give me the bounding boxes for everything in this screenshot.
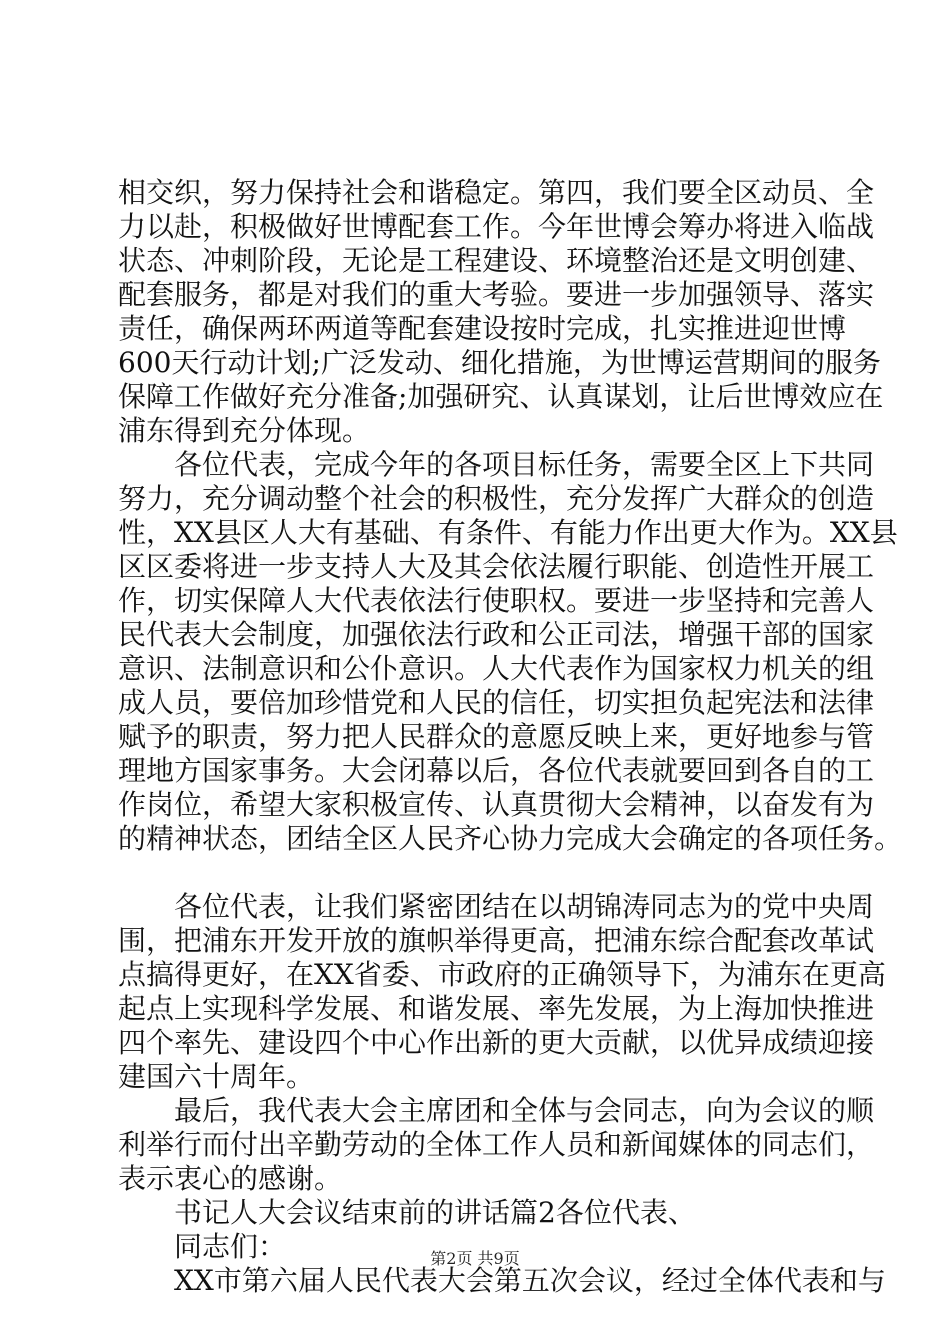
text-line: 各位代表，完成今年的各项目标任务，需要全区上下共同 xyxy=(118,448,875,481)
text-line: 利举行而付出辛勤劳动的全体工作人员和新闻媒体的同志们， xyxy=(118,1128,875,1161)
document-body xyxy=(118,176,903,1298)
text-line: 配套服务，都是对我们的重大考验。要进一步加强领导、落实 xyxy=(118,278,875,311)
text-line: 状态、冲刺阶段，无论是工程建设、环境整治还是文明创建、 xyxy=(118,244,875,277)
text-line: 表示衷心的感谢。 xyxy=(118,1162,343,1195)
text-line: 四个率先、建设四个中心作出新的更大贡献，以优异成绩迎接 xyxy=(118,1026,875,1059)
text-line: 建国六十周年。 xyxy=(118,1060,315,1093)
text-line: XX市第六届人民代表大会第五次会议，经过全体代表和与 xyxy=(118,1264,886,1297)
page-number-footer: 第2页 共9页 xyxy=(430,1249,520,1268)
text-line: 努力，充分调动整个社会的积极性，充分发挥广大群众的创造 xyxy=(118,482,875,515)
text-line: 作岗位，希望大家积极宣传、认真贯彻大会精神，以奋发有为 xyxy=(118,788,875,821)
text-line: 600天行动计划;广泛发动、细化措施，为世博运营期间的服务 xyxy=(118,346,881,379)
text-line: 书记人大会议结束前的讲话篇2各位代表、 xyxy=(118,1196,696,1229)
text-line: 力以赴，积极做好世博配套工作。今年世博会筹办将进入临战 xyxy=(118,210,875,243)
text-line: 作，切实保障人大代表依法行使职权。要进一步坚持和完善人 xyxy=(118,584,875,617)
text-line: 责任，确保两环两道等配套建设按时完成，扎实推进迎世博 xyxy=(118,312,847,345)
text-line: 性，XX县区人大有基础、有条件、有能力作出更大作为。XX县 xyxy=(118,516,898,549)
text-line: 同志们： xyxy=(118,1230,287,1263)
text-line: 区区委将进一步支持人大及其会依法履行职能、创造性开展工 xyxy=(118,550,875,583)
text-line: 保障工作做好充分准备;加强研究、认真谋划，让后世博效应在 xyxy=(118,380,884,413)
text-line: 民代表大会制度，加强依法行政和公正司法，增强干部的国家 xyxy=(118,618,875,651)
text-line: 浦东得到充分体现。 xyxy=(118,414,371,447)
text-line: 相交织，努力保持社会和谐稳定。第四，我们要全区动员、全 xyxy=(118,176,875,209)
text-line: 起点上实现科学发展、和谐发展、率先发展，为上海加快推进 xyxy=(118,992,875,1025)
text-line: 的精神状态，团结全区人民齐心协力完成大会确定的各项任务。 xyxy=(118,822,903,855)
text-line: 最后，我代表大会主席团和全体与会同志，向为会议的顺 xyxy=(118,1094,875,1127)
text-line: 各位代表，让我们紧密团结在以胡锦涛同志为的党中央周 xyxy=(118,890,875,923)
text-line: 点搞得更好，在XX省委、市政府的正确领导下，为浦东在更高 xyxy=(118,958,886,991)
paragraph-gap xyxy=(118,856,858,890)
text-line: 赋予的职责，努力把人民群众的意愿反映上来，更好地参与管 xyxy=(118,720,875,753)
text-line: 理地方国家事务。大会闭幕以后，各位代表就要回到各自的工 xyxy=(118,754,875,787)
text-line: 意识、法制意识和公仆意识。人大代表作为国家权力机关的组 xyxy=(118,652,875,685)
text-line: 围，把浦东开发开放的旗帜举得更高，把浦东综合配套改革试 xyxy=(118,924,875,957)
text-line: 成人员，要倍加珍惜党和人民的信任，切实担负起宪法和法律 xyxy=(118,686,875,719)
